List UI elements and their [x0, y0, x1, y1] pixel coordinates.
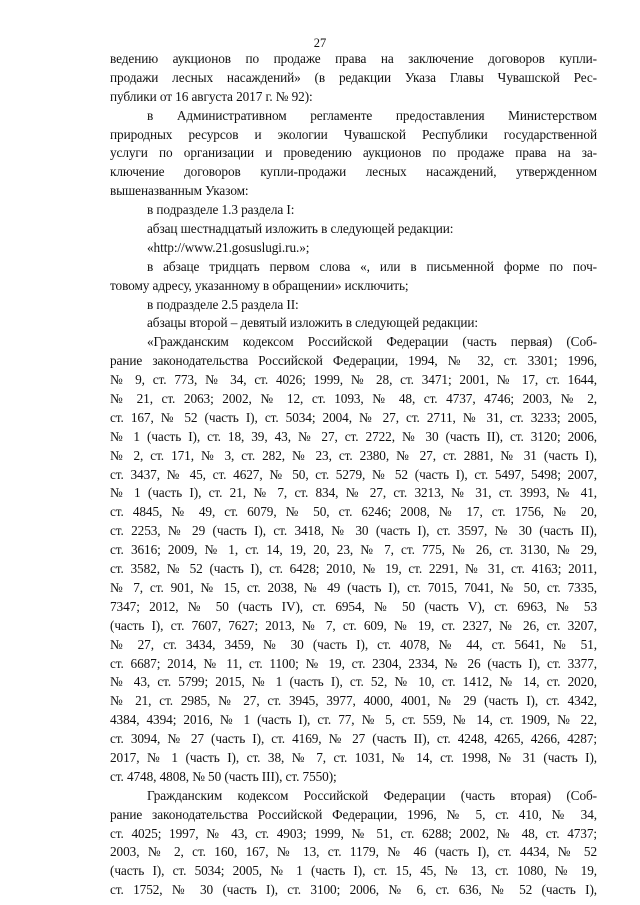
text-line: № 9, ст. 773, № 34, ст. 4026; 1999, № 28, ст. 3471; 2001, № 17, ст. 1644,: [110, 372, 597, 388]
text-line: природных ресурсов и экологии Чувашской Республики государственной: [110, 126, 597, 142]
text-line: ст. 6687; 2014, № 11, ст. 1100; № 19, ст. 2304, 2334, № 26 (часть I), ст. 3377,: [110, 655, 597, 671]
text-line: ст. 4845, № 49, ст. 6079, № 50, ст. 6246; 2008, № 17, ст. 1756, № 20,: [110, 504, 597, 520]
text-line: услуги по организации и проведению аукционов по продаже права на за-: [110, 145, 597, 161]
text-line: № 7, ст. 901, № 15, ст. 2038, № 49 (часть I), ст. 7015, 7041, № 50, ст. 7335,: [110, 579, 597, 595]
text-line: в абзаце тридцать первом слова «, или в письменной форме по поч-: [147, 258, 597, 274]
text-line: (часть I), ст. 5034; 2005, № 1 (часть I), ст. 15, 45, № 13, ст. 1080, № 19,: [110, 863, 597, 879]
text-line: 2003, № 2, ст. 160, 167, № 13, ст. 1179, № 46 (часть I), ст. 4434, № 52: [110, 844, 597, 860]
text-line: № 21, ст. 2985, № 27, ст. 3945, 3977, 4000, 4001, № 29 (часть I), ст. 4342,: [110, 693, 597, 709]
text-line: «http://www.21.gosuslugi.ru.»;: [147, 239, 310, 255]
text-line: рание законодательства Российской Федерации, 1996, № 5, ст. 410, № 34,: [110, 806, 597, 822]
text-line: товому адресу, указанному в обращении» исключить;: [110, 277, 409, 293]
text-line: 4384, 4394; 2016, № 1 (часть I), ст. 77, № 5, ст. 559, № 14, ст. 1909, № 22,: [110, 712, 597, 728]
text-line: вышеназванным Указом:: [110, 183, 249, 199]
text-line: в подразделе 2.5 раздела II:: [147, 296, 299, 312]
text-line: ст. 3094, № 27 (часть I), ст. 4169, № 27 (часть II), ст. 4248, 4265, 4266, 4287;: [110, 731, 597, 747]
text-line: в Административном регламенте предоставления Министерством: [147, 107, 597, 123]
text-line: продажи лесных насаждений» (в редакции Указа Главы Чувашской Рес-: [110, 69, 597, 85]
text-line: (часть I), ст. 7607, 7627; 2013, № 7, ст. 609, № 19, ст. 2327, № 26, ст. 3207,: [110, 617, 597, 633]
text-line: № 21, ст. 2063; 2002, № 12, ст. 1093, № 48, ст. 4737, 4746; 2003, № 2,: [110, 391, 597, 407]
page-number: 27: [313, 36, 327, 50]
text-line: ведению аукционов по продаже права на заключение договоров купли-: [110, 51, 597, 66]
text-line: № 43, ст. 5799; 2015, № 1 (часть I), ст. 52, № 10, ст. 1412, № 14, ст. 2020,: [110, 674, 597, 690]
text-line: рание законодательства Российской Федерации, 1994, № 32, ст. 3301; 1996,: [110, 353, 597, 369]
text-line: абзац шестнадцатый изложить в следующей редакции:: [147, 221, 454, 237]
document-body: [110, 50, 597, 900]
text-line: абзацы второй – девятый изложить в следующей редакции:: [147, 315, 478, 331]
text-line: в подразделе 1.3 раздела I:: [147, 202, 295, 218]
text-line: № 1 (часть I), ст. 18, 39, 43, № 27, ст. 2722, № 30 (часть II), ст. 3120; 2006,: [110, 428, 597, 444]
text-line: ключение договоров купли-продажи лесных насаждений, утвержденном: [110, 164, 597, 180]
text-line: «Гражданским кодексом Российской Федерации (часть первая) (Соб-: [147, 334, 597, 350]
text-line: ст. 3616; 2009, № 1, ст. 14, 19, 20, 23, № 7, ст. 775, № 26, ст. 3130, № 29,: [110, 542, 597, 558]
text-line: ст. 3582, № 52 (часть I), ст. 6428; 2010, № 19, ст. 2291, № 31, ст. 4163; 2011,: [110, 561, 597, 577]
text-line: ст. 2253, № 29 (часть I), ст. 3418, № 30 (часть I), ст. 3597, № 30 (часть II),: [110, 523, 597, 539]
text-line: № 1 (часть I), ст. 21, № 7, ст. 834, № 27, ст. 3213, № 31, ст. 3993, № 41,: [110, 485, 597, 501]
text-line: № 2, ст. 171, № 3, ст. 282, № 23, ст. 2380, № 27, ст. 2881, № 31 (часть I),: [110, 447, 597, 463]
text-line: ст. 167, № 52 (часть I), ст. 5034; 2004, № 27, ст. 2711, № 31, ст. 3233; 2005,: [110, 409, 597, 425]
text-line: ст. 1752, № 30 (часть I), ст. 3100; 2006, № 6, ст. 636, № 52 (часть I),: [110, 882, 597, 898]
text-line: 2017, № 1 (часть I), ст. 38, № 7, ст. 1031, № 14, ст. 1998, № 31 (часть I),: [110, 749, 597, 765]
text-line: Гражданским кодексом Российской Федерации (часть вторая) (Соб-: [147, 787, 597, 803]
text-line: ст. 4748, 4808, № 50 (часть III), ст. 7550);: [110, 768, 337, 784]
text-line: 7347; 2012, № 50 (часть IV), ст. 6954, № 50 (часть V), ст. 6963, № 53: [110, 598, 597, 614]
text-line: публики от 16 августа 2017 г. № 92):: [110, 88, 313, 104]
text-line: ст. 4025; 1997, № 43, ст. 4903; 1999, № 51, ст. 6288; 2002, № 48, ст. 4737;: [110, 825, 597, 841]
text-line: № 27, ст. 3434, 3459, № 30 (часть I), ст. 4078, № 44, ст. 5641, № 51,: [110, 636, 597, 652]
text-line: ст. 3437, № 45, ст. 4627, № 50, ст. 5279, № 52 (часть I), ст. 5497, 5498; 2007,: [110, 466, 597, 482]
